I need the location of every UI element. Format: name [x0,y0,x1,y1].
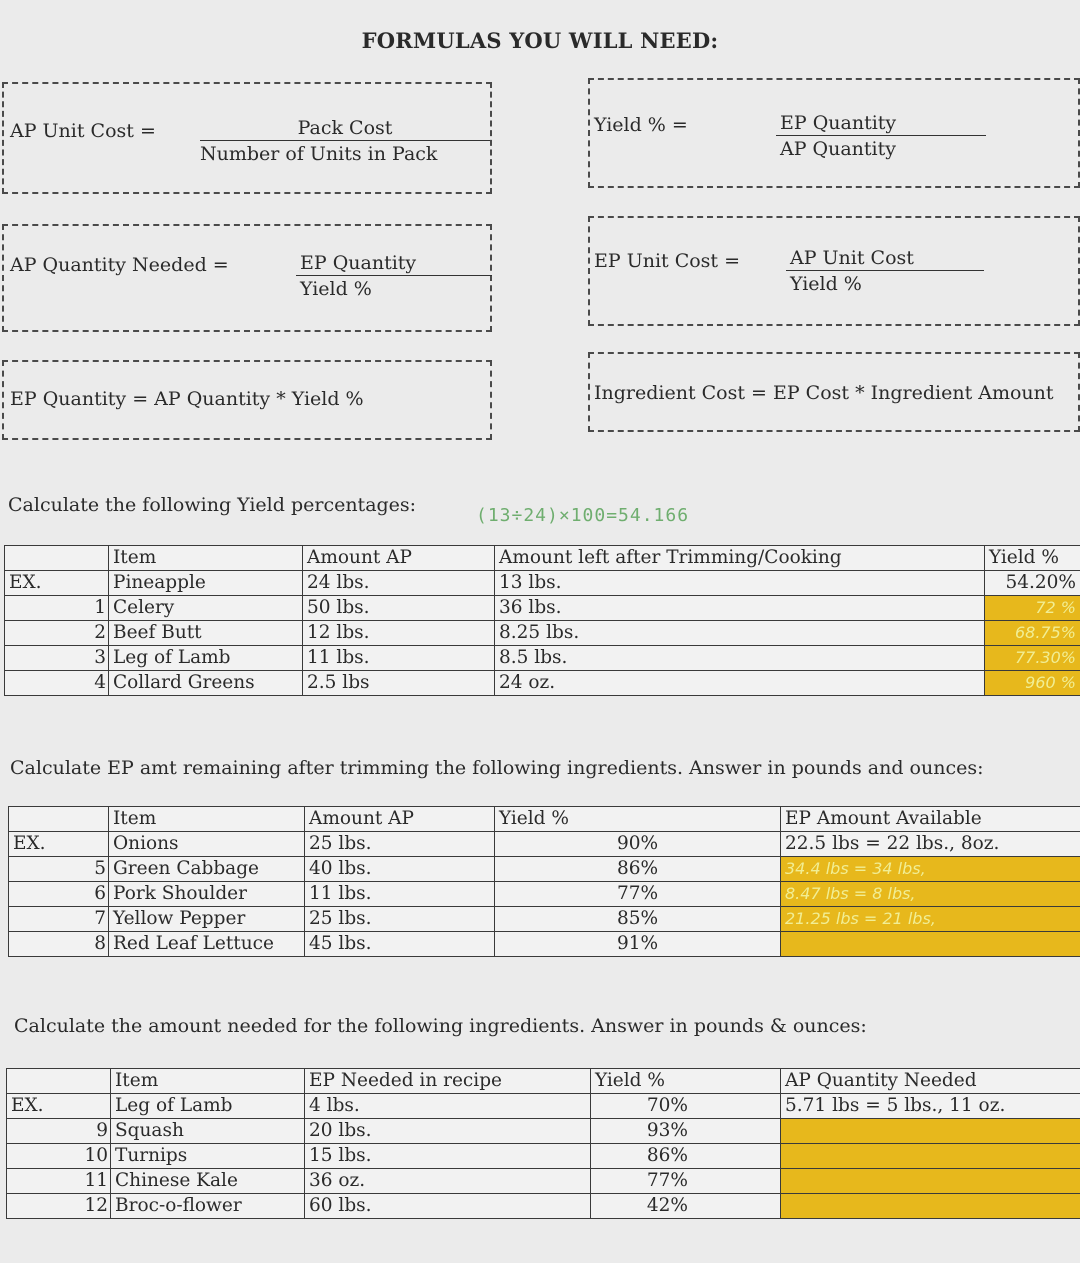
ap-answer-cell[interactable] [781,1144,1080,1169]
column-header: Amount AP [305,807,495,832]
section2-heading: Calculate EP amt remaining after trimming the following ingredients. Answer in pounds and ounces: [10,757,984,779]
table-row [9,882,1080,907]
row-number [81,1094,111,1119]
formula-denominator: Number of Units in Pack [200,143,438,165]
formula-label: EP Unit Cost = [594,250,741,272]
table-row [7,1094,1080,1119]
amount-ap-cell: 2.5 lbs [303,671,495,696]
amount-ap-cell: 25 lbs. [305,832,495,857]
item-cell: Red Leaf Lettuce [109,932,305,957]
amount-ap-cell: 12 lbs. [303,621,495,646]
ep-answer-cell[interactable]: 21.25 lbs = 21 lbs, [781,907,1080,932]
formula-denominator: Yield % [300,278,372,300]
ep-amount-table [8,806,1080,957]
formula-fraction [200,117,490,165]
column-header: Yield % [591,1069,781,1094]
row-number: 4 [85,671,109,696]
yield-cell: 42% [591,1194,781,1219]
column-header: AP Quantity Needed [781,1069,1080,1094]
row-label [7,1119,81,1144]
yield-cell: 91% [495,932,781,957]
formula-label: AP Quantity Needed = [10,254,229,276]
item-cell: Collard Greens [109,671,303,696]
formula-ep-unit-cost [588,216,1080,326]
row-label [9,882,85,907]
item-cell: Celery [109,596,303,621]
row-number: 8 [85,932,109,957]
row-number: 5 [85,857,109,882]
row-label [9,907,85,932]
table-row [9,857,1080,882]
ap-answer-cell[interactable] [781,1194,1080,1219]
table-row [5,646,1080,671]
column-header: Yield % [985,546,1080,571]
ep-amount-cell[interactable]: 22.5 lbs = 22 lbs., 8oz. [781,832,1080,857]
row-label [7,1169,81,1194]
amount-ap-cell: 45 lbs. [305,932,495,957]
handwritten-calculation: (13÷24)×100=54.166 [476,505,690,526]
ep-needed-cell: 20 lbs. [305,1119,591,1144]
yield-cell: 90% [495,832,781,857]
row-label [9,932,85,957]
ap-answer-cell[interactable] [781,1169,1080,1194]
formula-label: Ingredient Cost = EP Cost * Ingredient Amount [594,382,1054,404]
row-label: EX. [5,571,85,596]
ap-needed-table [6,1068,1080,1219]
yield-table [4,545,1080,696]
table-row [5,571,1080,596]
row-number [85,571,109,596]
ap-answer-cell[interactable] [781,1119,1080,1144]
row-label [5,671,85,696]
table-row [7,1144,1080,1169]
formula-label: Yield % = [594,114,688,136]
amount-left-cell: 8.25 lbs. [495,621,985,646]
yield-cell: 85% [495,907,781,932]
table-row [5,621,1080,646]
row-number: 1 [85,596,109,621]
table-header-row [7,1069,1080,1094]
item-cell: Onions [109,832,305,857]
item-cell: Squash [111,1119,305,1144]
column-header: Item [109,546,303,571]
column-header: EP Needed in recipe [305,1069,591,1094]
amount-left-cell: 8.5 lbs. [495,646,985,671]
formula-ap-unit-cost [2,82,492,194]
column-header: Item [111,1069,305,1094]
column-header: EP Amount Available [781,807,1080,832]
formula-fraction [776,112,986,160]
ep-needed-cell: 60 lbs. [305,1194,591,1219]
row-label [9,857,85,882]
formula-denominator: Yield % [790,273,862,295]
formula-ep-qty [2,360,492,440]
yield-cell[interactable]: 54.20% [985,571,1080,596]
column-header: Amount left after Trimming/Cooking [495,546,985,571]
table-row [9,932,1080,957]
row-label [7,1194,81,1219]
table-row [7,1169,1080,1194]
amount-left-cell: 24 oz. [495,671,985,696]
item-cell: Pineapple [109,571,303,596]
formula-ap-qty-needed [2,224,492,332]
formula-numerator: EP Quantity [296,252,492,276]
item-cell: Turnips [111,1144,305,1169]
formula-numerator: AP Unit Cost [786,247,984,271]
amount-ap-cell: 24 lbs. [303,571,495,596]
item-cell: Green Cabbage [109,857,305,882]
yield-answer-cell[interactable]: 77.30% [985,646,1080,671]
row-number: 11 [81,1169,111,1194]
ep-needed-cell: 36 oz. [305,1169,591,1194]
row-label [5,621,85,646]
formula-label: AP Unit Cost = [10,120,156,142]
table-row [9,832,1080,857]
row-number: 12 [81,1194,111,1219]
row-number: 6 [85,882,109,907]
table-row [9,907,1080,932]
ep-needed-cell: 4 lbs. [305,1094,591,1119]
item-cell: Leg of Lamb [109,646,303,671]
row-label: EX. [7,1094,81,1119]
ap-needed-cell[interactable]: 5.71 lbs = 5 lbs., 11 oz. [781,1094,1080,1119]
column-header: Amount AP [303,546,495,571]
ep-answer-cell[interactable] [781,932,1080,957]
formula-fraction [296,252,492,300]
yield-cell: 70% [591,1094,781,1119]
yield-cell: 77% [591,1169,781,1194]
row-number: 3 [85,646,109,671]
item-cell: Yellow Pepper [109,907,305,932]
amount-ap-cell: 11 lbs. [303,646,495,671]
ep-needed-cell: 15 lbs. [305,1144,591,1169]
item-cell: Pork Shoulder [109,882,305,907]
row-label [5,596,85,621]
row-number: 2 [85,621,109,646]
row-number: 7 [85,907,109,932]
formula-ingredient-cost [588,352,1080,432]
column-header: Yield % [495,807,781,832]
amount-ap-cell: 25 lbs. [305,907,495,932]
yield-answer-cell[interactable]: 68.75% [985,621,1080,646]
table-row [5,671,1080,696]
formula-label: EP Quantity = AP Quantity * Yield % [10,388,364,410]
column-header: Item [109,807,305,832]
item-cell: Leg of Lamb [111,1094,305,1119]
formula-numerator: Pack Cost [200,117,490,141]
row-number [85,832,109,857]
yield-answer-cell[interactable]: 72 % [985,596,1080,621]
table-row [5,596,1080,621]
yield-cell: 86% [495,857,781,882]
table-row [7,1194,1080,1219]
formula-denominator: AP Quantity [780,138,897,160]
yield-cell: 93% [591,1119,781,1144]
ep-answer-cell[interactable]: 34.4 lbs = 34 lbs, [781,857,1080,882]
section1-heading: Calculate the following Yield percentages: [8,494,417,516]
row-number: 10 [81,1144,111,1169]
item-cell: Broc-o-flower [111,1194,305,1219]
amount-ap-cell: 40 lbs. [305,857,495,882]
page-title: FORMULAS YOU WILL NEED: [361,28,719,53]
row-number: 9 [81,1119,111,1144]
amount-left-cell: 36 lbs. [495,596,985,621]
table-header-row [5,546,1080,571]
row-label [7,1144,81,1169]
item-cell: Chinese Kale [111,1169,305,1194]
item-cell: Beef Butt [109,621,303,646]
ep-answer-cell[interactable]: 8.47 lbs = 8 lbs, [781,882,1080,907]
amount-left-cell: 13 lbs. [495,571,985,596]
yield-cell: 77% [495,882,781,907]
amount-ap-cell: 50 lbs. [303,596,495,621]
row-label: EX. [9,832,85,857]
formula-fraction [786,247,984,295]
section3-heading: Calculate the amount needed for the following ingredients. Answer in pounds & ounces: [14,1015,867,1037]
formula-yield-pct [588,78,1080,188]
yield-answer-cell[interactable]: 960 % [985,671,1080,696]
table-header-row [9,807,1080,832]
formula-numerator: EP Quantity [776,112,986,136]
amount-ap-cell: 11 lbs. [305,882,495,907]
yield-cell: 86% [591,1144,781,1169]
row-label [5,646,85,671]
table-row [7,1119,1080,1144]
